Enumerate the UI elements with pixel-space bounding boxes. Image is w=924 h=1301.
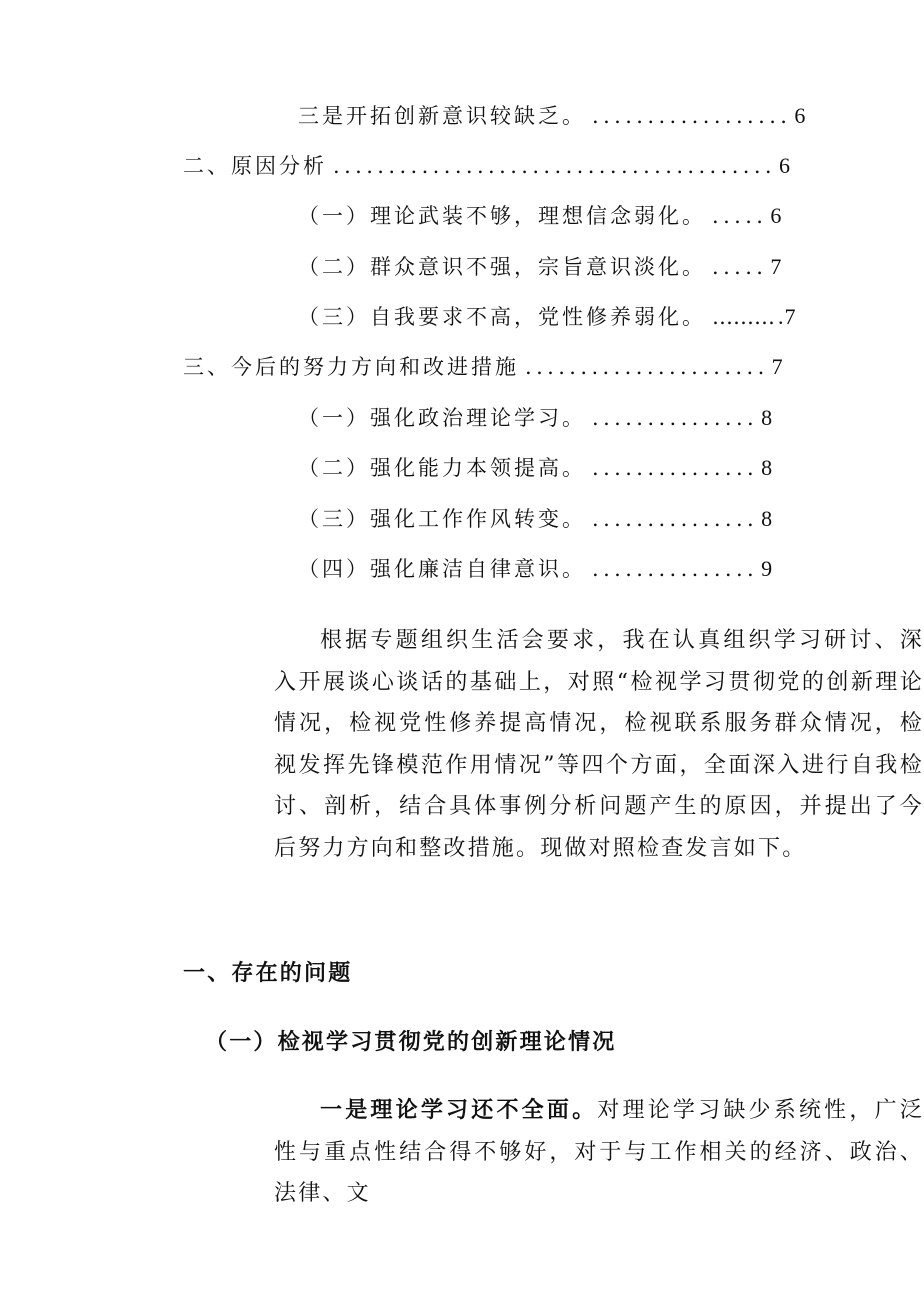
toc-entry[interactable] — [298, 453, 772, 483]
toc-entry[interactable] — [183, 151, 792, 181]
toc-leader-dots: ..... — [712, 204, 768, 228]
toc-leader-dots: ……… — [712, 305, 775, 329]
toc-leader-dots: ............... — [592, 456, 759, 480]
toc-page-number: 6 — [779, 153, 792, 178]
toc-leader-dots: ........................................ — [333, 154, 777, 178]
toc-page-number: 9 — [761, 556, 774, 581]
toc-page-number: 8 — [761, 506, 774, 531]
toc-entry[interactable] — [298, 252, 783, 282]
toc-leader-dots: .................. — [592, 104, 792, 128]
section-heading: 一、存在的问题 — [183, 960, 353, 986]
toc-page-number: 8 — [761, 455, 774, 480]
toc-entry-label: （二）强化能力本领提高。 — [298, 456, 586, 480]
toc-entry[interactable] — [298, 403, 772, 433]
toc-page-number: 7 — [770, 254, 783, 279]
problem-point-paragraph — [274, 1090, 924, 1215]
toc-leader-dots: ...................... — [525, 355, 769, 379]
toc-entry-label: （三）自我要求不高，党性修养弱化。 — [298, 305, 706, 329]
toc-entry[interactable] — [183, 352, 784, 382]
problem-point-text: 对理论学习缺少系统性，广泛性与重点性结合得不够好，对于与工作相关的经济、政治、法律、文 — [274, 1098, 924, 1206]
toc-entry-label: 三、今后的努力方向和改进措施 — [183, 355, 519, 379]
toc-entry-label: （一）理论武装不够，理想信念弱化。 — [298, 204, 706, 228]
toc-page-number: 7 — [771, 354, 784, 379]
toc-page-number: 6 — [770, 203, 783, 228]
toc-leader-dots: ............... — [592, 406, 759, 430]
toc-entry[interactable] — [298, 302, 797, 332]
toc-entry-label: （三）强化工作作风转变。 — [298, 507, 586, 531]
toc-page-number: .7 — [778, 304, 797, 329]
toc-entry[interactable] — [298, 101, 807, 131]
toc-page-number: 8 — [761, 405, 774, 430]
problem-point-lead: 一是理论学习还不全面。 — [320, 1097, 598, 1123]
toc-entry-label: （四）强化廉洁自律意识。 — [298, 557, 586, 581]
toc-entry-label: （二）群众意识不强，宗旨意识淡化。 — [298, 255, 706, 279]
toc-entry-label: （一）强化政治理论学习。 — [298, 406, 586, 430]
toc-entry-label: 二、原因分析 — [183, 154, 327, 178]
intro-paragraph: 根据专题组织生活会要求，我在认真组织学习研讨、深入开展谈心谈话的基础上，对照“检视学习贯彻党的创新理论情况，检视党性修养提高情况，检视联系服务群众情况，检视发挥先锋模范作用情况”等四个方面，全面深入进行自我检讨、剖析，结合具体事例分析问题产生的原因，并提出了今后努力方向和整改措施。现做对照检查发言如下。 — [274, 628, 924, 861]
toc-page-number: 6 — [794, 103, 807, 128]
subsection-heading: （一）检视学习贯彻党的创新理论情况 — [205, 1029, 617, 1055]
toc-entry[interactable] — [298, 554, 772, 584]
toc-entry[interactable] — [298, 504, 772, 534]
toc-leader-dots: ............... — [592, 557, 759, 581]
toc-leader-dots: ............... — [592, 507, 759, 531]
toc-entry[interactable] — [298, 201, 783, 231]
toc-entry-label: 三是开拓创新意识较缺乏。 — [298, 104, 586, 128]
toc-leader-dots: ..... — [712, 255, 768, 279]
